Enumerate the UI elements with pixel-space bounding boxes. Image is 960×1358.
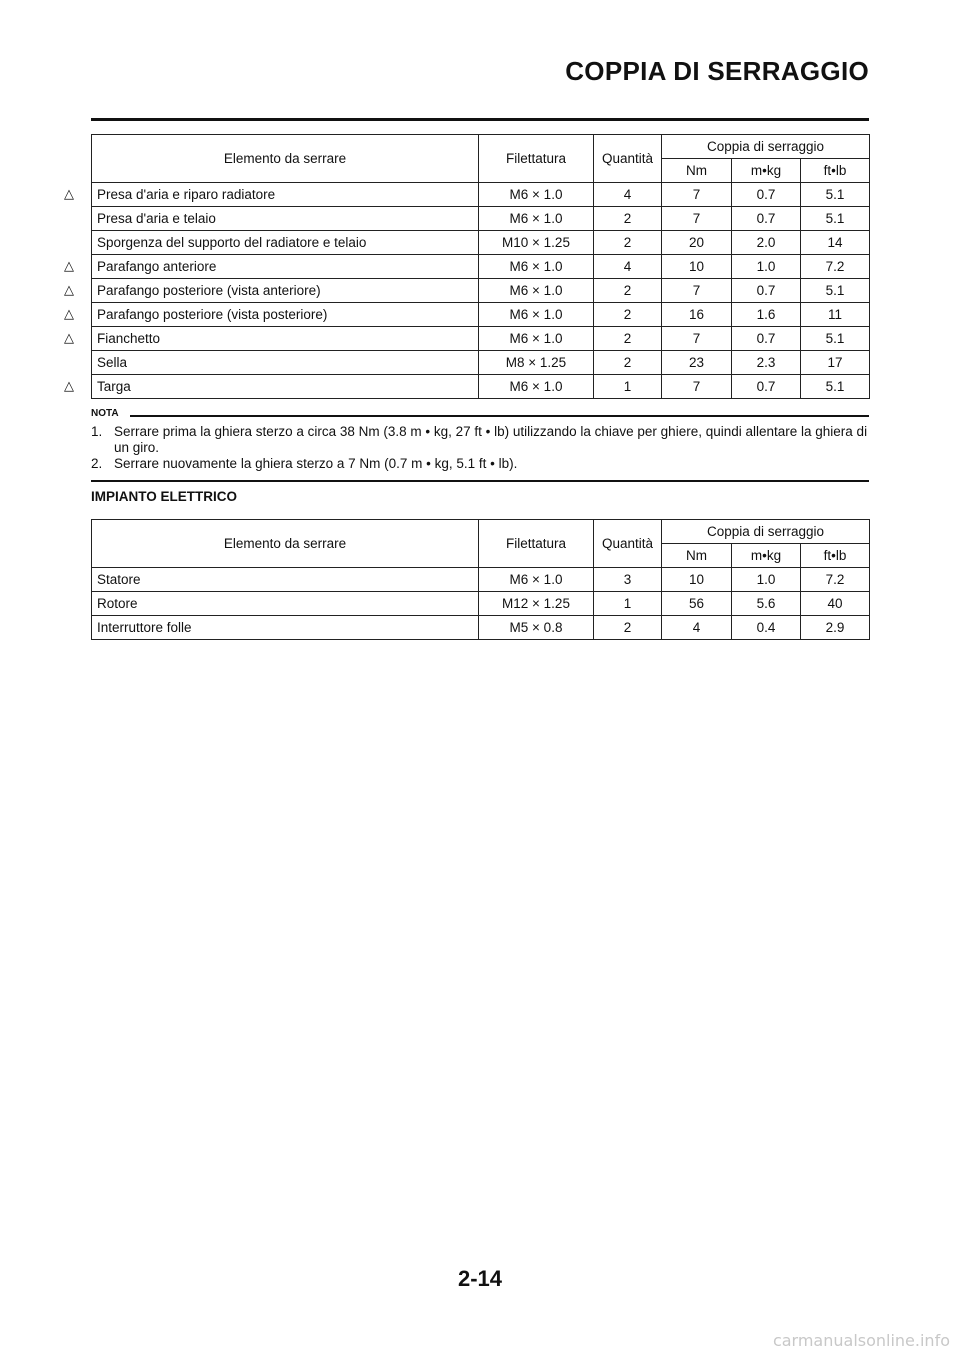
cell-thread: M10 × 1.25 (479, 231, 594, 255)
note-item-number: 1. (91, 424, 103, 439)
cell-quantity: 2 (594, 231, 662, 255)
note-label: NOTA (91, 408, 119, 419)
cell-item (92, 231, 479, 255)
note-end-rule (91, 480, 869, 482)
table-row (92, 279, 870, 303)
cell-item (64, 255, 479, 279)
cell-torque-nm: 10 (662, 568, 732, 592)
cell-torque-ftlb: 7.2 (801, 255, 870, 279)
cell-torque-mkg: 0.7 (732, 327, 801, 351)
cell-item (92, 351, 479, 375)
cell-torque-nm: 4 (662, 616, 732, 640)
cell-torque-mkg: 0.7 (732, 207, 801, 231)
table-row (92, 327, 870, 351)
cell-torque-mkg: 2.0 (732, 231, 801, 255)
cell-item (64, 327, 479, 351)
cell-item (92, 592, 479, 616)
cell-torque-mkg: 1.6 (732, 303, 801, 327)
cell-torque-ftlb: 11 (801, 303, 870, 327)
cell-torque-ftlb: 17 (801, 351, 870, 375)
header-unit-ftlb: ft•lb (801, 159, 870, 183)
table-row (92, 231, 870, 255)
cell-torque-mkg: 0.7 (732, 183, 801, 207)
cell-thread: M6 × 1.0 (479, 375, 594, 399)
cell-torque-ftlb: 5.1 (801, 183, 870, 207)
table-row (92, 351, 870, 375)
torque-table-chassis (64, 134, 870, 399)
table-row (92, 207, 870, 231)
cell-item (92, 568, 479, 592)
cell-item (64, 375, 479, 399)
header-element: Elemento da serrare (92, 520, 479, 568)
triangle-marker-icon: △ (64, 258, 74, 273)
cell-torque-ftlb: 2.9 (801, 616, 870, 640)
cell-torque-nm: 23 (662, 351, 732, 375)
torque-table-chassis-body (64, 183, 870, 399)
triangle-marker-icon: △ (64, 186, 74, 201)
triangle-marker-icon: △ (64, 282, 74, 297)
cell-quantity: 2 (594, 303, 662, 327)
cell-quantity: 4 (594, 183, 662, 207)
header-quantity: Quantità (594, 520, 662, 568)
cell-torque-ftlb: 5.1 (801, 375, 870, 399)
cell-item-text: Presa d'aria e telaio (97, 211, 216, 226)
table-row (92, 568, 870, 592)
cell-torque-mkg: 0.7 (732, 279, 801, 303)
cell-thread: M6 × 1.0 (479, 327, 594, 351)
cell-torque-ftlb: 40 (801, 592, 870, 616)
cell-torque-ftlb: 5.1 (801, 327, 870, 351)
cell-item (92, 616, 479, 640)
cell-thread: M6 × 1.0 (479, 279, 594, 303)
table-row (92, 375, 870, 399)
note-item (91, 424, 869, 456)
cell-torque-mkg: 1.0 (732, 255, 801, 279)
header-thread: Filettatura (479, 135, 594, 183)
cell-item-text: Interruttore folle (97, 620, 192, 635)
cell-torque-nm: 7 (662, 183, 732, 207)
cell-thread: M6 × 1.0 (479, 183, 594, 207)
triangle-marker-icon: △ (64, 306, 74, 321)
cell-thread: M6 × 1.0 (479, 207, 594, 231)
cell-item-text: Rotore (97, 596, 138, 611)
section-title-electrical: IMPIANTO ELETTRICO (91, 489, 238, 504)
header-torque: Coppia di serraggio (662, 135, 870, 159)
cell-item (64, 279, 479, 303)
cell-thread: M8 × 1.25 (479, 351, 594, 375)
cell-quantity: 2 (594, 207, 662, 231)
note-item-number: 2. (91, 456, 103, 471)
cell-item-text: Targa (97, 379, 131, 394)
cell-torque-ftlb: 5.1 (801, 279, 870, 303)
cell-quantity: 3 (594, 568, 662, 592)
cell-item-text: Sporgenza del supporto del radiatore e telaio (97, 235, 367, 250)
note-rule (130, 415, 869, 417)
cell-torque-mkg: 5.6 (732, 592, 801, 616)
cell-item-text: Parafango posteriore (vista anteriore) (97, 283, 321, 298)
header-unit-ftlb: ft•lb (801, 544, 870, 568)
page-title: COPPIA DI SERRAGGIO (565, 56, 869, 86)
note-list (91, 424, 869, 472)
cell-thread: M6 × 1.0 (479, 303, 594, 327)
cell-item (92, 207, 479, 231)
cell-quantity: 2 (594, 327, 662, 351)
cell-quantity: 2 (594, 351, 662, 375)
header-torque: Coppia di serraggio (662, 520, 870, 544)
cell-item-text: Presa d'aria e riparo radiatore (97, 187, 276, 202)
cell-item-text: Fianchetto (97, 331, 161, 346)
header-quantity: Quantità (594, 135, 662, 183)
page-number: 2-14 (457, 1266, 503, 1291)
cell-torque-nm: 56 (662, 592, 732, 616)
triangle-marker-icon: △ (64, 378, 74, 393)
header-element: Elemento da serrare (92, 135, 479, 183)
cell-item-text: Sella (97, 355, 128, 370)
table-row (92, 183, 870, 207)
header-unit-mkg: m•kg (732, 159, 801, 183)
cell-quantity: 1 (594, 375, 662, 399)
header-unit-nm: Nm (662, 159, 732, 183)
table-row (92, 255, 870, 279)
cell-torque-nm: 7 (662, 375, 732, 399)
cell-thread: M12 × 1.25 (479, 592, 594, 616)
cell-thread: M6 × 1.0 (479, 255, 594, 279)
cell-torque-ftlb: 14 (801, 231, 870, 255)
watermark-text: carmanualsonline.info (772, 1331, 950, 1350)
cell-quantity: 4 (594, 255, 662, 279)
header-unit-nm: Nm (662, 544, 732, 568)
cell-torque-nm: 7 (662, 279, 732, 303)
cell-item (64, 303, 479, 327)
cell-torque-ftlb: 7.2 (801, 568, 870, 592)
cell-torque-ftlb: 5.1 (801, 207, 870, 231)
cell-thread: M5 × 0.8 (479, 616, 594, 640)
cell-torque-mkg: 2.3 (732, 351, 801, 375)
table-row (92, 592, 870, 616)
cell-thread: M6 × 1.0 (479, 568, 594, 592)
cell-quantity: 2 (594, 616, 662, 640)
cell-quantity: 1 (594, 592, 662, 616)
cell-torque-nm: 7 (662, 327, 732, 351)
note-item (91, 456, 869, 472)
cell-item-text: Statore (97, 572, 141, 587)
cell-torque-nm: 16 (662, 303, 732, 327)
cell-torque-mkg: 1.0 (732, 568, 801, 592)
torque-table-electrical (91, 519, 870, 640)
cell-item-text: Parafango anteriore (97, 259, 217, 274)
title-rule (91, 118, 869, 121)
note-item-text: Serrare nuovamente la ghiera sterzo a 7 Nm (0.7 m • kg, 5.1 ft • lb). (114, 456, 518, 471)
cell-torque-nm: 7 (662, 207, 732, 231)
cell-torque-mkg: 0.7 (732, 375, 801, 399)
header-unit-mkg: m•kg (732, 544, 801, 568)
note-item-text: Serrare prima la ghiera sterzo a circa 38 Nm (3.8 m • kg, 27 ft • lb) utilizzando la chiave per ghiere, quindi allentare la ghiera di un giro. (114, 424, 868, 455)
torque-table-electrical-body (92, 568, 870, 640)
header-thread: Filettatura (479, 520, 594, 568)
triangle-marker-icon: △ (64, 330, 74, 345)
cell-item-text: Parafango posteriore (vista posteriore) (97, 307, 328, 322)
cell-torque-mkg: 0.4 (732, 616, 801, 640)
cell-item (64, 183, 479, 207)
table-row (92, 616, 870, 640)
cell-torque-nm: 10 (662, 255, 732, 279)
cell-torque-nm: 20 (662, 231, 732, 255)
cell-quantity: 2 (594, 279, 662, 303)
table-row (92, 303, 870, 327)
